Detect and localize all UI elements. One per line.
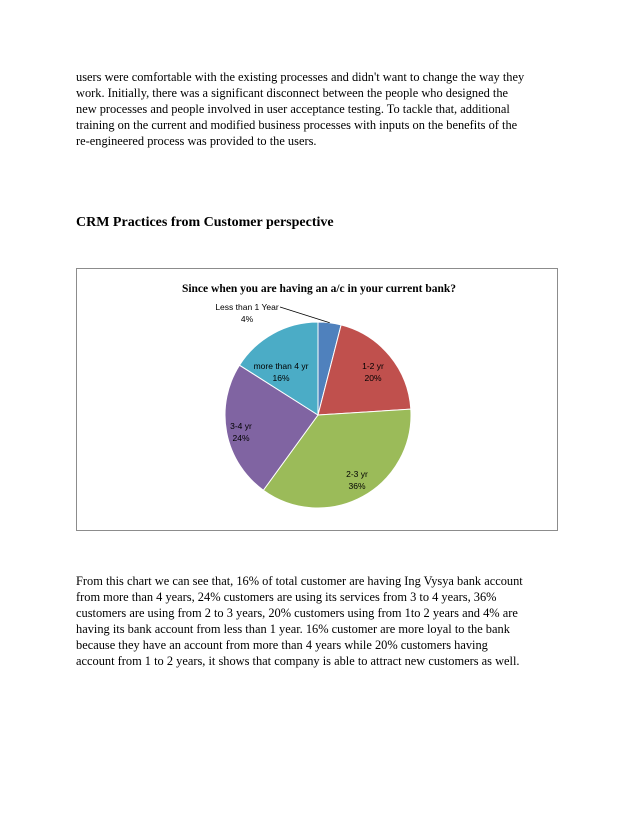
paragraph-line: having its bank account from less than 1 year. 16% customer are more loyal to the bank [76, 622, 510, 636]
slice-value-label: 24% [232, 433, 250, 443]
slice-category-label: 2-3 yr [346, 469, 368, 479]
pie-chart-frame [76, 268, 558, 531]
intro-paragraph [76, 69, 566, 149]
paragraph-line: account from 1 to 2 years, it shows that company is able to attract new customers as well. [76, 654, 520, 668]
paragraph-line: because they have an account from more than 4 years while 20% customers having [76, 638, 488, 652]
paragraph-line: customers are using from 2 to 3 years, 20% customers using from 1to 2 years and 4% are [76, 606, 518, 620]
slice-category-label: 1-2 yr [362, 361, 384, 371]
leader-line [280, 307, 330, 323]
pie-chart [77, 269, 557, 530]
paragraph-line: work. Initially, there was a significant disconnect between the people who designed the [76, 86, 509, 100]
pie-slices [225, 322, 411, 508]
chart-title: Since when you are having an a/c in your current bank? [181, 283, 457, 295]
paragraph-line: training on the current and modified business processes with inputs on the benefits of the [76, 118, 518, 132]
paragraph-line: from more than 4 years, 24% customers are using its services from 3 to 4 years, 36% [76, 590, 497, 604]
slice-value-label: 4% [240, 314, 254, 324]
slice-category-label: Less than 1 Year [215, 302, 279, 312]
analysis-paragraph [76, 573, 566, 669]
section-heading: CRM Practices from Customer perspective [76, 215, 334, 230]
slice-category-label: 3-4 yr [230, 421, 252, 431]
slice-category-label: more than 4 yr [253, 361, 309, 371]
paragraph-line: new processes and people involved in user acceptance testing. To tackle that, additional [76, 102, 510, 116]
slice-value-label: 20% [364, 373, 382, 383]
slice-label [215, 302, 279, 324]
slice-value-label: 16% [272, 373, 290, 383]
paragraph-line: From this chart we can see that, 16% of total customer are having Ing Vysya bank account [76, 574, 523, 588]
slice-value-label: 36% [348, 481, 366, 491]
paragraph-line: re-engineered process was provided to the users. [76, 134, 317, 148]
paragraph-line: users were comfortable with the existing processes and didn't want to change the way they [76, 70, 525, 84]
